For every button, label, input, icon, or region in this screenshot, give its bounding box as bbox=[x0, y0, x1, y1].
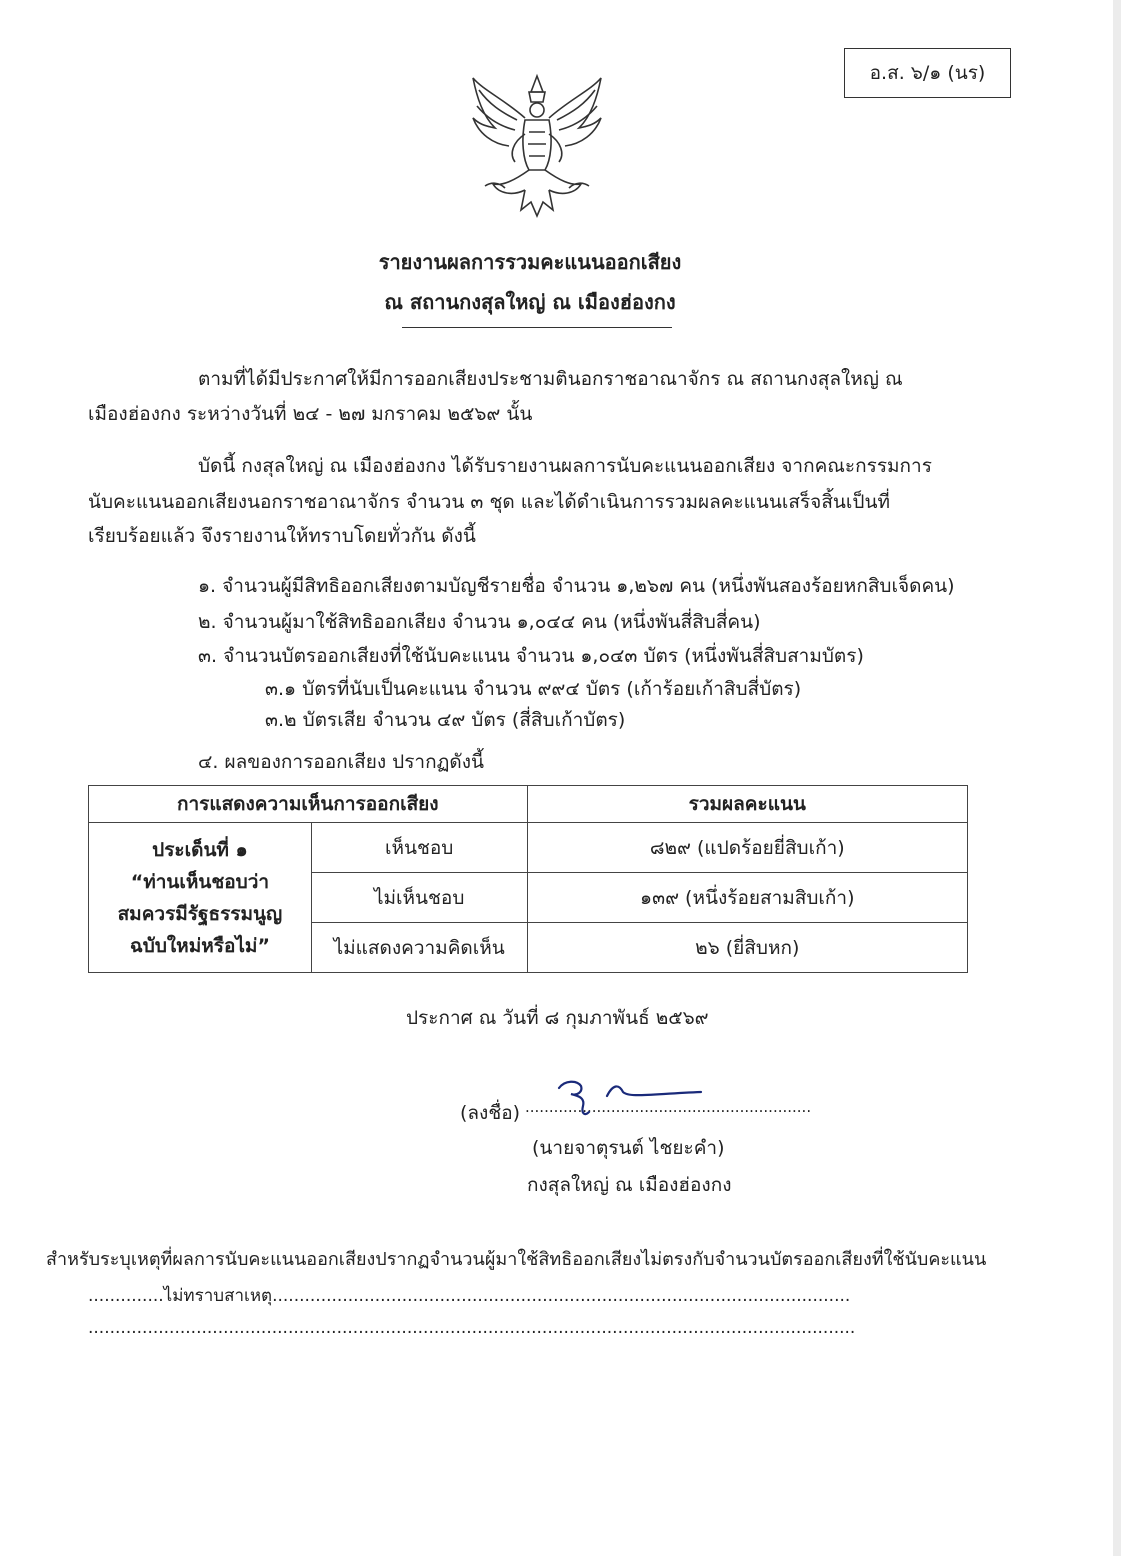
paragraph-1-line-2: เมืองฮ่องกง ระหว่างวันที่ ๒๔ - ๒๗ มกราคม ๒๕๖๙ นั้น bbox=[88, 403, 533, 425]
remark-dots: ........................................................................................................... bbox=[272, 1286, 851, 1306]
header-opinion: การแสดงความเห็นการออกเสียง bbox=[89, 786, 528, 823]
item-3-1: ๓.๑ บัตรที่นับเป็นคะแนน จำนวน ๙๙๔ บัตร (เก้าร้อยเก้าสิบสี่บัตร) bbox=[265, 678, 802, 700]
item-2: ๒. จำนวนผู้มาใช้สิทธิออกเสียง จำนวน ๑,๐๔๔ คน (หนึ่งพันสี่สิบสี่คน) bbox=[198, 611, 761, 633]
report-subtitle: ณ สถานกงสุลใหญ่ ณ เมืองฮ่องกง bbox=[384, 290, 676, 314]
result-cell: ๑๓๙ (หนึ่งร้อยสามสิบเก้า) bbox=[527, 873, 967, 923]
paragraph-2-line-3: เรียบร้อยแล้ว จึงรายงานให้ทราบโดยทั่วกัน ดังนี้ bbox=[88, 525, 476, 547]
handwritten-signature bbox=[555, 1076, 705, 1116]
page-edge bbox=[1113, 0, 1121, 1556]
table-header-row bbox=[89, 786, 968, 823]
option-cell: ไม่แสดงความคิดเห็น bbox=[311, 923, 527, 973]
option-cell: เห็นชอบ bbox=[311, 823, 527, 873]
issue-line: ฉบับใหม่หรือไม่” bbox=[129, 934, 270, 957]
result-cell: ๒๖ (ยี่สิบหก) bbox=[527, 923, 967, 973]
signer-name: (นายจาตุรนต์ ไชยะคำ) bbox=[532, 1137, 725, 1159]
form-code-box: อ.ส. ๖/๑ (นร) bbox=[844, 48, 1011, 98]
paragraph-1-line-1: ตามที่ได้มีประกาศให้มีการออกเสียงประชามตินอกราชอาณาจักร ณ สถานกงสุลใหญ่ ณ bbox=[198, 368, 903, 390]
item-3-2: ๓.๒ บัตรเสีย จำนวน ๔๙ บัตร (สี่สิบเก้าบัตร) bbox=[265, 709, 626, 731]
remark-line-1 bbox=[88, 1282, 850, 1309]
item-4: ๔. ผลของการออกเสียง ปรากฏดังนี้ bbox=[198, 751, 484, 773]
item-3: ๓. จำนวนบัตรออกเสียงที่ใช้นับคะแนน จำนวน ๑,๐๔๓ บัตร (หนึ่งพันสี่สิบสามบัตร) bbox=[198, 645, 864, 667]
report-title: รายงานผลการรวมคะแนนออกเสียง bbox=[378, 250, 682, 274]
table-row bbox=[89, 823, 968, 873]
title-divider bbox=[402, 327, 672, 328]
issue-cell bbox=[89, 823, 312, 973]
issue-line: ประเด็นที่ ๑ bbox=[152, 838, 248, 861]
paragraph-2-line-2: นับคะแนนออกเสียงนอกราชอาณาจักร จำนวน ๓ ชุด และได้ดำเนินการรวมผลคะแนนเสร็จสิ้นเป็นที่ bbox=[88, 491, 890, 513]
remark-line-2: .............................................................................................................................................. bbox=[88, 1318, 856, 1338]
option-cell: ไม่เห็นชอบ bbox=[311, 873, 527, 923]
sign-dots: ............................................................ bbox=[525, 1098, 812, 1116]
garuda-emblem-icon bbox=[465, 70, 610, 220]
issue-line: “ท่านเห็นชอบว่า bbox=[130, 870, 270, 893]
remark-dots: .............. bbox=[88, 1286, 164, 1306]
signer-position: กงสุลใหญ่ ณ เมืองฮ่องกง bbox=[527, 1174, 732, 1196]
results-table bbox=[88, 785, 968, 973]
remark-text: สำหรับระบุเหตุที่ผลการนับคะแนนออกเสียงปรากฏจำนวนผู้มาใช้สิทธิออกเสียงไม่ตรงกับจำนวนบัตรออกเสียงที่ใช้นับคะแนน bbox=[46, 1249, 987, 1270]
remark-reason: ไม่ทราบสาเหตุ bbox=[163, 1286, 273, 1306]
result-cell: ๘๒๙ (แปดร้อยยี่สิบเก้า) bbox=[527, 823, 967, 873]
announce-date: ประกาศ ณ วันที่ ๘ กุมภาพันธ์ ๒๕๖๙ bbox=[406, 1007, 709, 1029]
header-total: รวมผลคะแนน bbox=[527, 786, 967, 823]
paragraph-2-line-1: บัดนี้ กงสุลใหญ่ ณ เมืองฮ่องกง ได้รับรายงานผลการนับคะแนนออกเสียง จากคณะกรรมการ bbox=[198, 455, 932, 477]
issue-line: สมควรมีรัฐธรรมนูญ bbox=[117, 902, 283, 925]
sign-label: (ลงชื่อ) bbox=[460, 1102, 521, 1124]
item-1: ๑. จำนวนผู้มีสิทธิออกเสียงตามบัญชีรายชื่อ จำนวน ๑,๒๖๗ คน (หนึ่งพันสองร้อยหกสิบเจ็ดคน) bbox=[198, 575, 955, 597]
